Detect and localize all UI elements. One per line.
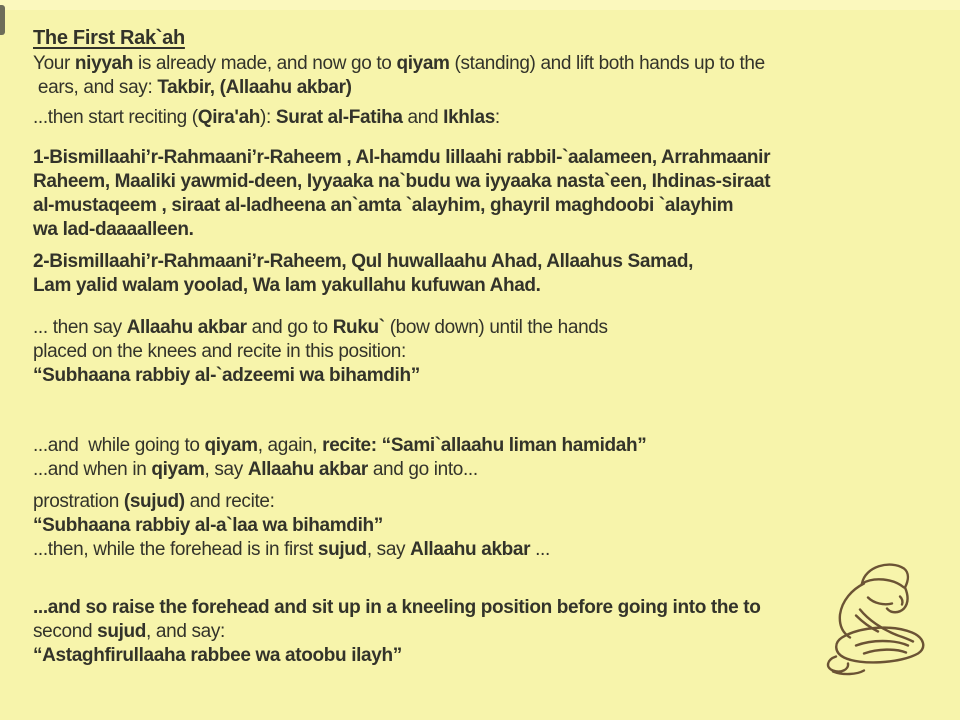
text-line: al-mustaqeem , siraat al-ladheena an`amta `alayhim, ghayril maghdoobi `alayhim: [33, 195, 734, 216]
text-line: prostration (sujud) and recite:: [33, 491, 275, 512]
paragraph-fatiha: [33, 146, 940, 242]
text-line: placed on the knees and recite in this position:: [33, 341, 406, 362]
kneeling-person-drawing: [812, 550, 952, 705]
text-line: wa lad-daaaalleen.: [33, 219, 194, 240]
text-line: ...then, while the forehead is in first sujud, say Allaahu akbar ...: [33, 539, 550, 560]
paragraph-sujud: [33, 490, 940, 562]
slide-title: The First Rak`ah: [33, 27, 185, 49]
top-light-band: [0, 0, 960, 10]
text-line: ears, and say: Takbir, (Allaahu akbar): [33, 77, 352, 98]
paragraph-reciting: [33, 106, 940, 130]
paragraph-sitting: [33, 596, 940, 668]
text-line: 2-Bismillaahi’r-Rahmaani’r-Raheem, Qul huwallaahu Ahad, Allaahus Samad,: [33, 251, 694, 272]
paragraph-ruku: [33, 316, 940, 388]
text-line: Lam yalid walam yoolad, Wa lam yakullahu kufuwan Ahad.: [33, 275, 541, 296]
text-line: Raheem, Maaliki yawmid-deen, Iyyaaka na`budu wa iyyaaka nasta`een, Ihdinas-siraat: [33, 171, 771, 192]
kneeling-person-illustration: [812, 550, 952, 705]
paragraph-intro: [33, 52, 940, 100]
text-line: ...and when in qiyam, say Allaahu akbar and go into...: [33, 459, 478, 480]
text-line: second sujud, and say:: [33, 621, 225, 642]
paragraph-ikhlas: [33, 250, 940, 298]
text-line: “Subhaana rabbiy al-a`laa wa bihamdih”: [33, 515, 383, 536]
text-line: 1-Bismillaahi’r-Rahmaani’r-Raheem , Al-hamdu lillaahi rabbil-`aalameen, Arrahmaanir: [33, 147, 771, 168]
text-line: ... then say Allaahu akbar and go to Ruku` (bow down) until the hands: [33, 317, 608, 338]
text-line: ...and so raise the forehead and sit up in a kneeling position before going into the to: [33, 597, 761, 618]
text-line: ...and while going to qiyam, again, recite: “Sami`allaahu liman hamidah”: [33, 435, 647, 456]
text-line: “Astaghfirullaaha rabbee wa atoobu ilayh”: [33, 645, 402, 666]
text-line: Your niyyah is already made, and now go to qiyam (standing) and lift both hands up to the: [33, 53, 765, 74]
text-line: “Subhaana rabbiy al-`adzeemi wa bihamdih”: [33, 365, 420, 386]
text-line: ...then start reciting (Qira'ah): Surat al-Fatiha and Ikhlas:: [33, 107, 500, 128]
paragraph-qiyam: [33, 434, 940, 482]
rounded-corner-artifact: [0, 5, 5, 35]
